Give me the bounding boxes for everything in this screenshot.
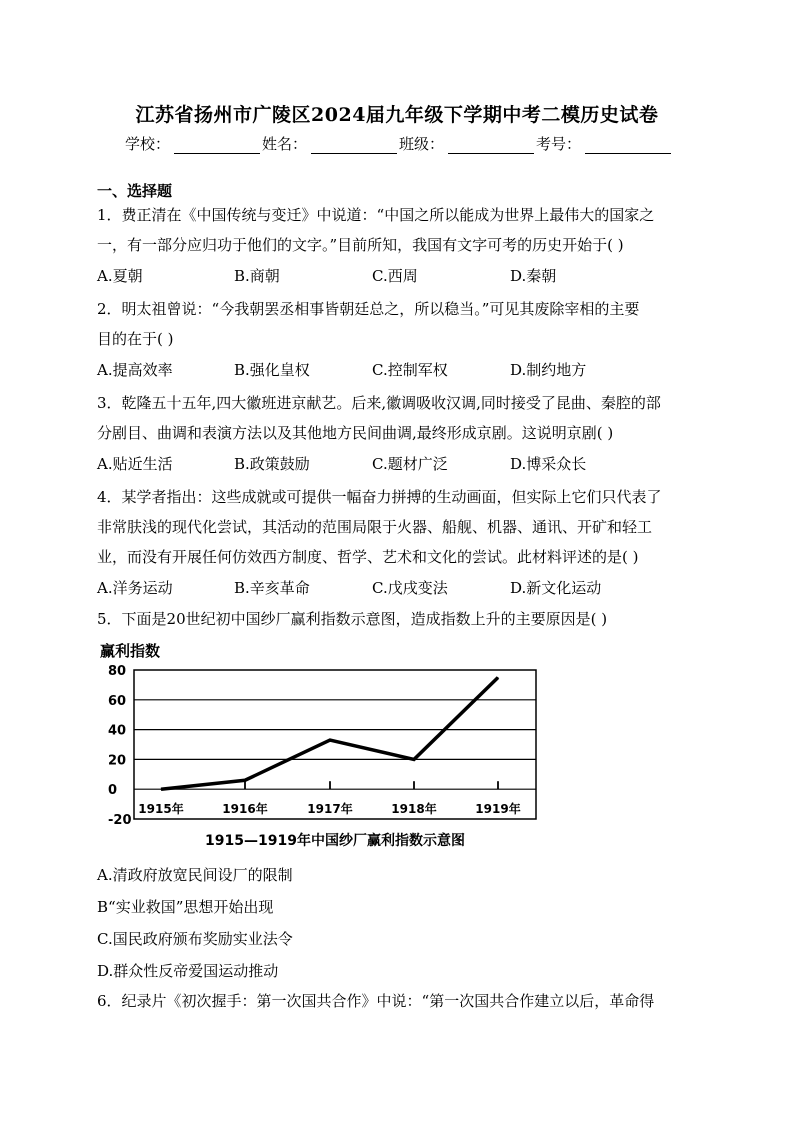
chart-data-point	[414, 759, 415, 760]
option-c[interactable]: C.题材广泛	[372, 455, 448, 473]
chart-data-point	[330, 740, 331, 741]
name-label: 姓名：	[262, 135, 308, 153]
exam-no-label: 考号：	[536, 135, 582, 153]
question-4-line-2: 非常肤浅的现代化尝试，其活动的范围局限于火器、船舰、机器、通讯、开矿和轻工	[97, 518, 653, 536]
option-a[interactable]: A.洋务运动	[97, 579, 173, 597]
chart-data-point	[161, 789, 162, 790]
question-5-line-1: 5．下面是20世纪初中国纱厂赢利指数示意图，造成指数上升的主要原因是( )	[97, 610, 608, 628]
option-b[interactable]: B.商朝	[234, 267, 280, 285]
chart-data-point	[245, 780, 246, 781]
option-c[interactable]: C.戊戌变法	[372, 579, 448, 597]
chart-ytick-label: 80	[108, 664, 127, 679]
option-d[interactable]: D.制约地方	[510, 361, 587, 379]
question-2-line-1: 2．明太祖曾说：“今我朝罢丞相事皆朝廷总之，所以稳当。”可见其废除宰相的主要	[97, 300, 640, 318]
exam-no-blank[interactable]	[585, 137, 671, 154]
chart-ytick-label: 40	[108, 723, 127, 739]
question-6	[97, 986, 697, 1016]
question-3-line-1: 3．乾隆五十五年,四大徽班进京献艺。后来,徽调吸收汉调,同时接受了昆曲、秦腔的部	[97, 394, 661, 412]
question-4-line-1: 4．某学者指出：这些成就或可提供一幅奋力拼搏的生动画面，但实际上它们只代表了	[97, 488, 662, 506]
chart-ylabel: 赢利指数	[100, 642, 161, 660]
chart-xtick-label: 1915年	[138, 802, 184, 817]
exam-title: 江苏省扬州市广陵区2024届九年级下学期中考二模历史试卷	[135, 104, 659, 126]
option-a[interactable]: A.提高效率	[97, 361, 173, 379]
question-1-line-2: 一，有一部分应归功于他们的文字。”目前所知，我国有文字可考的历史开始于( )	[97, 236, 624, 254]
question-6-line-1: 6．纪录片《初次握手：第一次国共合作》中说：“第一次国共合作建立以后，革命得	[97, 992, 655, 1010]
option-c[interactable]: C.西周	[372, 267, 418, 285]
question-1-line-1: 1．费正清在《中国传统与变迁》中说道：“中国之所以能成为世界上最伟大的国家之	[97, 206, 655, 224]
question-4	[97, 482, 697, 572]
chart-xtick-label: 1919年	[475, 802, 521, 817]
option-d[interactable]: D.群众性反帝爱国运动推动	[97, 962, 279, 980]
profit-index-chart	[96, 640, 546, 852]
question-2	[97, 294, 697, 354]
option-a[interactable]: A.清政府放宽民间设厂的限制	[97, 866, 293, 884]
question-3-line-2: 分剧目、曲调和表演方法以及其他地方民间曲调,最终形成京剧。这说明京剧( )	[97, 424, 614, 442]
chart-ytick-label: -20	[108, 813, 132, 828]
option-c[interactable]: C.控制军权	[372, 361, 448, 379]
chart-ytick-label: 0	[108, 783, 118, 799]
chart-ytick-label: 60	[108, 693, 127, 709]
class-blank[interactable]	[448, 137, 534, 154]
chart-ytick-label: 20	[108, 753, 127, 769]
chart-series-line	[161, 677, 498, 789]
chart-xtick-label: 1918年	[391, 802, 437, 817]
option-b[interactable]: B“实业救国”思想开始出现	[97, 898, 274, 916]
chart-title: 1915—1919年中国纱厂赢利指数示意图	[205, 833, 465, 849]
chart-plot-frame	[134, 670, 536, 819]
chart-xtick-label: 1916年	[222, 802, 268, 817]
option-a[interactable]: A.贴近生活	[97, 455, 173, 473]
name-blank[interactable]	[311, 137, 397, 154]
option-a[interactable]: A.夏朝	[97, 267, 143, 285]
chart-data-point	[498, 677, 499, 678]
section-title: 一、选择题	[97, 182, 173, 200]
question-3	[97, 388, 697, 448]
option-b[interactable]: B.政策鼓励	[234, 455, 310, 473]
option-d[interactable]: D.博采众长	[510, 455, 587, 473]
question-1	[97, 200, 697, 260]
question-2-line-2: 目的在于( )	[97, 330, 174, 348]
question-5	[97, 604, 697, 634]
option-c[interactable]: C.国民政府颁布奖励实业法令	[97, 930, 293, 948]
option-b[interactable]: B.辛亥革命	[234, 579, 310, 597]
question-4-line-3: 业，而没有开展任何仿效西方制度、哲学、艺术和文化的尝试。此材料评述的是( )	[97, 548, 639, 566]
student-info-line	[125, 133, 673, 154]
school-label: 学校：	[125, 135, 171, 153]
school-blank[interactable]	[174, 137, 260, 154]
option-d[interactable]: D.秦朝	[510, 267, 557, 285]
option-b[interactable]: B.强化皇权	[234, 361, 310, 379]
option-d[interactable]: D.新文化运动	[510, 579, 602, 597]
class-label: 班级：	[399, 135, 445, 153]
chart-xtick-label: 1917年	[307, 802, 353, 817]
